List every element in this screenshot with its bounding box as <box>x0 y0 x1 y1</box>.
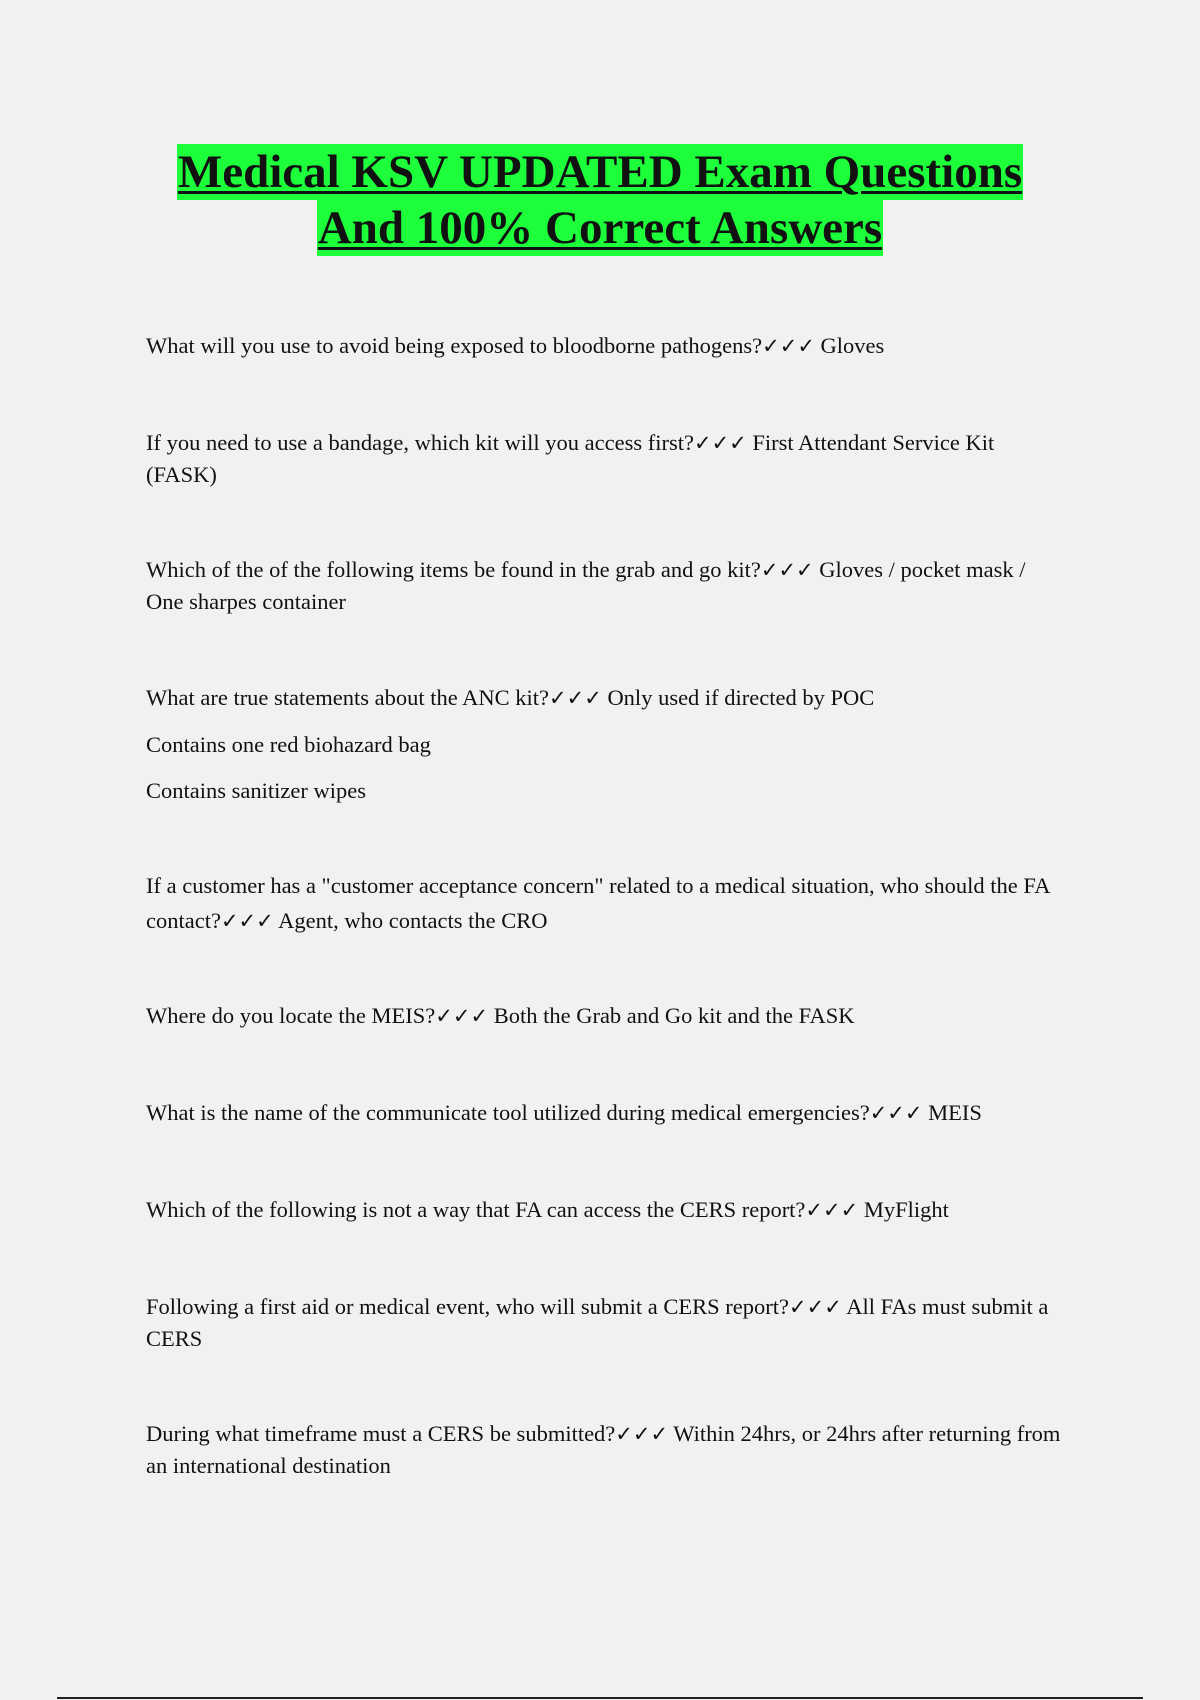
qa-text <box>146 868 1066 939</box>
qa-item-4 <box>146 682 1066 806</box>
qa-item-8 <box>146 1194 1066 1226</box>
answer: All FAs must submit a CERS <box>146 1294 1049 1351</box>
footer-divider <box>57 1697 1143 1699</box>
question: What is the name of the communicate tool utilized during medical emergencies? <box>146 1100 870 1125</box>
question: What will you use to avoid being exposed to bloodborne pathogens? <box>146 333 763 358</box>
qa-item-2 <box>146 427 1066 490</box>
qa-text <box>146 1194 1066 1226</box>
answer-extra-line: Contains one red biohazard bag <box>146 732 431 757</box>
question: Which of the of the following items be found in the grab and go kit? <box>146 557 761 582</box>
qa-item-6 <box>146 1000 1066 1032</box>
question: If you need to use a bandage, which kit will you access first? <box>146 430 694 455</box>
answer: Gloves <box>814 333 885 358</box>
question: Which of the following is not a way that FA can access the CERS report? <box>146 1197 806 1222</box>
qa-text <box>146 554 1066 617</box>
answer: Both the Grab and Go kit and the FASK <box>488 1003 855 1028</box>
title-line-2: And 100% Correct Answers <box>317 202 883 254</box>
checkmark-icon: ✓✓✓ <box>789 1295 842 1319</box>
answer: MEIS <box>922 1100 982 1125</box>
checkmark-icon: ✓✓✓ <box>762 334 815 358</box>
answer-extra-line: Contains sanitizer wipes <box>146 778 366 803</box>
answer: Within 24hrs, or 24hrs after returning from an international destination <box>146 1421 1061 1478</box>
question: Where do you locate the MEIS? <box>146 1003 436 1028</box>
answer: Gloves / pocket mask / One sharpes container <box>146 557 1026 614</box>
checkmark-icon: ✓✓✓ <box>220 909 274 933</box>
qa-text <box>146 682 1066 714</box>
checkmark-icon: ✓✓✓ <box>869 1101 923 1125</box>
question: If a customer has a "customer acceptance concern" related to a medical situation, who should the FA contact? <box>146 873 1050 933</box>
answer: MyFlight <box>858 1197 949 1222</box>
checkmark-icon: ✓✓✓ <box>805 1198 859 1222</box>
qa-item-9 <box>146 1291 1066 1354</box>
qa-text <box>146 1418 1066 1481</box>
answer: First Attendant Service Kit (FASK) <box>146 430 995 487</box>
question: Following a first aid or medical event, who will submit a CERS report? <box>146 1294 790 1319</box>
question: What are true statements about the ANC kit? <box>146 685 550 710</box>
checkmark-icon: ✓✓✓ <box>615 1422 669 1446</box>
question: During what timeframe must a CERS be submitted? <box>146 1421 616 1446</box>
title-line-1: Medical KSV UPDATED Exam Questions <box>177 146 1023 198</box>
qa-item-7 <box>146 1097 1066 1129</box>
checkmark-icon: ✓✓✓ <box>760 558 814 582</box>
qa-text <box>146 1000 1066 1032</box>
qa-text <box>146 330 1066 362</box>
checkmark-icon: ✓✓✓ <box>549 686 602 710</box>
checkmark-icon: ✓✓✓ <box>435 1004 489 1028</box>
document-title <box>0 144 1200 256</box>
qa-item-1 <box>146 330 1066 362</box>
qa-item-5 <box>146 868 1066 939</box>
answer: Agent, who contacts the CRO <box>273 908 548 933</box>
qa-item-3 <box>146 554 1066 617</box>
qa-text <box>146 1291 1066 1354</box>
qa-text <box>146 1097 1066 1129</box>
checkmark-icon: ✓✓✓ <box>693 431 747 455</box>
qa-text <box>146 427 1066 490</box>
qa-item-10 <box>146 1418 1066 1481</box>
answer: Only used if directed by POC <box>601 685 875 710</box>
